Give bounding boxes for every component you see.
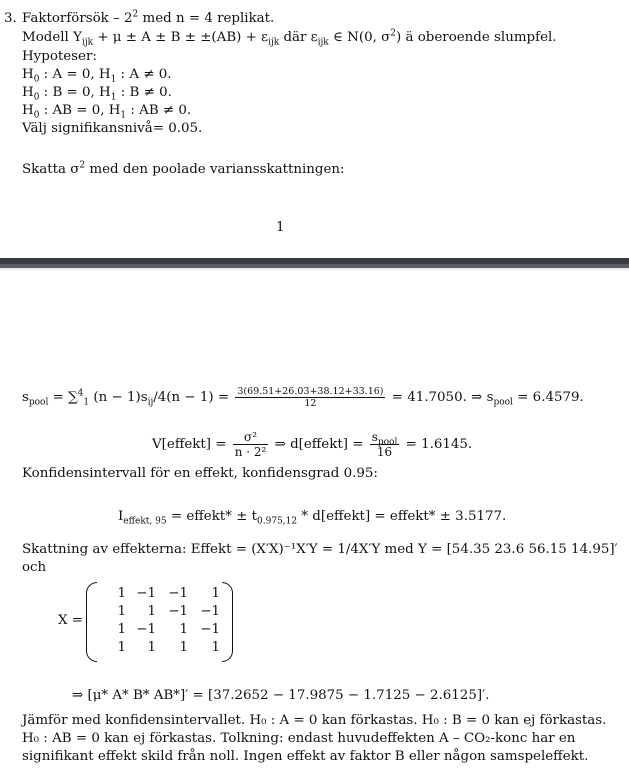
estimate-instruction: Skatta $\sigma^2$ med den poolade variansskattningen: — [22, 160, 345, 177]
effect-result-equation: ⇒ [μ* A* B* AB*]′ = [37.2652 − 17.9875 − 1.7125 − 2.6125]′. — [72, 688, 490, 703]
comparison-line-1: Jämför med konfidensintervallet. H₀ : A = 0 kan förkastas. H₀ : B = 0 kan ej förkastas. — [22, 713, 607, 728]
matrix-cell: 1 — [179, 622, 188, 637]
matrix-cell: 1 — [179, 640, 188, 655]
hypothesis-b: $H_0$ : B = 0, $H_1$ : B ≠ 0. — [22, 85, 172, 103]
page-separator — [0, 258, 629, 272]
matrix-cell: 1 — [117, 604, 126, 619]
problem-title: Faktorförsök – $2^2$ med n = 4 replikat. — [22, 9, 275, 26]
matrix-cell: 1 — [117, 586, 126, 601]
matrix-cell: 1 — [117, 622, 126, 637]
model-line: Modell $Y_{ijk} + \mu \pm A \pm B \pm \pm(AB) + \varepsilon_{ijk}$ där $\varepsilon_{ijk}$ ∈ N(0, $\sigma^2$) ä oberoende slumpfel. — [22, 28, 557, 48]
significance-level: Välj signifikansnivå= 0.05. — [22, 121, 203, 136]
variance-effect-equation: V[effekt] = $\frac{\text{σ²}}{\text{n · 2²}}$ ⇒ d[effekt] = $\frac{s_{pool}}{16}$ = 1.6145. — [152, 430, 473, 459]
matrix-cell: −1 — [168, 604, 188, 619]
pooled-variance-equation: $s_{pool} = \sum^4_1$ $(n - 1)s_{ij}/4(n - 1)$ = $\frac{3(69.51+26.03+38.12+33.16)}{12}$ = 41.7050. ⇒ $s_{pool} = 6.4579$. — [22, 386, 584, 409]
variance-fraction: $\frac{\text{σ²}}{\text{n · 2²}}$ — [234, 430, 267, 459]
matrix-cell: 1 — [117, 640, 126, 655]
matrix-cell: −1 — [136, 586, 156, 601]
hypothesis-a: $H_0$ : A = 0, $H_1$ : A ≠ 0. — [22, 67, 172, 85]
och-text: och — [22, 560, 47, 575]
document-page-1 — [0, 0, 629, 258]
hypoteser-heading: Hypoteser: — [22, 49, 97, 64]
comparison-line-2: H₀ : AB = 0 kan ej förkastas. Tolkning: endast huvudeffekten A – CO₂-konc har en — [22, 731, 576, 746]
matrix-cell: 1 — [147, 640, 156, 655]
document-page-2 — [0, 272, 629, 781]
comparison-line-3: signifikant effekt skild från noll. Ingen effekt av faktor B eller någon samspeleffekt. — [22, 749, 589, 764]
matrix-cell: −1 — [136, 622, 156, 637]
effect-estimation-text: Skattning av effekterna: Effekt = (X′X)⁻¹X′Y = 1/4X′Y med Y = [54.35 23.6 56.15 14.95]′ — [22, 542, 618, 557]
matrix-left-bracket — [86, 582, 97, 662]
matrix-right-bracket — [222, 582, 233, 662]
matrix-label: X = — [58, 613, 84, 628]
problem-number: 3. — [4, 11, 17, 26]
pooled-fraction: $\frac{3(69.51+26.03+38.12+33.16)}{12}$ — [237, 386, 384, 409]
hypothesis-ab: $H_0$ : AB = 0, $H_1$ : AB ≠ 0. — [22, 103, 192, 121]
matrix-cell: −1 — [200, 622, 220, 637]
interval-equation: $I_{effekt, 95}$ = effekt* ± $t_{0.975,12}$ * d[effekt] = effekt* ± 3.5177. — [118, 509, 507, 527]
spool-fraction: $\frac{s_{pool}}{16}$ — [371, 430, 398, 459]
matrix-cell: 1 — [211, 586, 220, 601]
confidence-interval-text: Konfidensintervall för en effekt, konfidensgrad 0.95: — [22, 466, 378, 481]
matrix-cell: 1 — [147, 604, 156, 619]
matrix-cell: 1 — [211, 640, 220, 655]
page-number: 1 — [276, 220, 285, 235]
matrix-cell: −1 — [168, 586, 188, 601]
matrix-cell: −1 — [200, 604, 220, 619]
